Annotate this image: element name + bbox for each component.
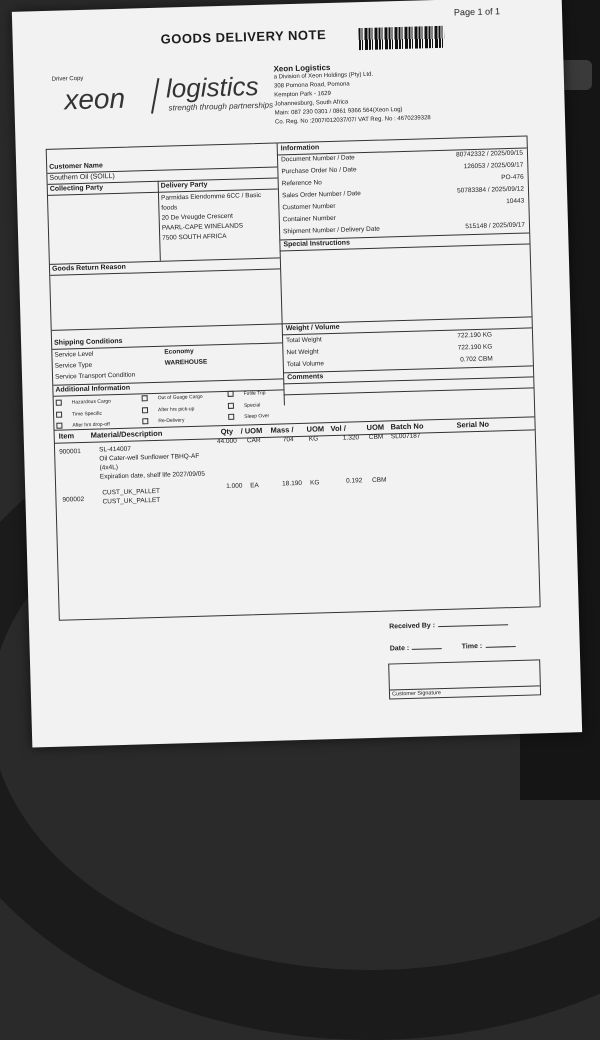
info-row: Sales Order Number / Date 50783384 / 2025/09/12 bbox=[281, 185, 525, 200]
row2-mass-uom: KG bbox=[310, 479, 320, 487]
additional-option[interactable]: Futile Trip bbox=[228, 390, 266, 397]
page-number: Page 1 of 1 bbox=[453, 6, 501, 18]
collecting-party-header: Collecting Party bbox=[49, 184, 104, 193]
row1-batch: SL007187 bbox=[390, 432, 421, 441]
signature-label: Customer Signature bbox=[391, 690, 442, 698]
shipping-row: Service Transport Condition bbox=[54, 371, 136, 381]
additional-option[interactable]: Special bbox=[228, 402, 261, 409]
info-row: Reference No PO-476 bbox=[281, 173, 524, 188]
col-mass: Mass / bbox=[270, 425, 294, 435]
col-material: Material/Description bbox=[90, 428, 163, 440]
document-title: GOODS DELIVERY NOTE bbox=[160, 27, 327, 47]
delivery-party-header: Delivery Party bbox=[160, 181, 208, 190]
col-item: Item bbox=[58, 431, 75, 441]
company-line: Main: 087 230 0301 / 0861 9366 564(Xeon Log) bbox=[274, 106, 403, 117]
row2-qty: 1.000 bbox=[226, 482, 243, 491]
time-label: Time : bbox=[462, 642, 516, 650]
row2-mass: 18.190 bbox=[282, 479, 303, 488]
row1-mass-uom: KG bbox=[308, 435, 319, 443]
delivery-form bbox=[46, 135, 541, 620]
col-vol: Vol / bbox=[330, 423, 346, 434]
company-details bbox=[273, 60, 430, 127]
additional-option[interactable]: After hrs pick-up bbox=[142, 406, 195, 414]
logo-divider bbox=[151, 78, 159, 114]
row2-item: 900002 bbox=[62, 495, 85, 504]
date-label: Date : bbox=[390, 644, 443, 652]
info-row: Purchase Order No / Date 126053 / 2025/09/17 bbox=[281, 161, 524, 176]
divider bbox=[284, 387, 534, 395]
additional-option[interactable]: After hrs drop-off bbox=[56, 421, 110, 429]
row1-vol: 1.320 bbox=[342, 434, 360, 442]
col-serial: Serial No bbox=[456, 419, 490, 430]
info-row: Document Number / Date 80742332 / 2025/09/15 bbox=[280, 149, 524, 164]
row1-uom: CAR bbox=[246, 437, 261, 445]
logo-tagline: strength through partnerships bbox=[168, 100, 274, 113]
row2-vol: 0.192 bbox=[345, 477, 363, 485]
weight-row: Total Volume 0.702 CBM bbox=[286, 355, 493, 369]
logo-text-right: logistics bbox=[165, 70, 259, 104]
address-line: 7500 SOUTH AFRICA bbox=[162, 232, 227, 242]
additional-option[interactable]: Hazardous Cargo bbox=[56, 398, 111, 406]
info-row: Customer Number 10443 bbox=[282, 197, 525, 212]
shipping-row: Service Type WAREHOUSE bbox=[54, 358, 208, 370]
customer-name-value: Southern Oil (SOILL) bbox=[49, 173, 115, 182]
row1-item: 900001 bbox=[59, 448, 81, 456]
additional-option[interactable]: Sleep Over bbox=[228, 413, 269, 420]
signature-box[interactable] bbox=[388, 659, 541, 699]
shipping-conditions-header: Shipping Conditions bbox=[54, 337, 123, 347]
address-line: foods bbox=[161, 204, 178, 212]
received-by-label: Received By : bbox=[389, 620, 508, 630]
shipping-row: Service Level Economy bbox=[54, 347, 194, 359]
divider bbox=[50, 257, 280, 264]
col-uom3: UOM bbox=[366, 422, 385, 433]
row2-material: CUST_UK_PALLET CUST_UK_PALLET bbox=[102, 487, 161, 506]
additional-option[interactable]: Re-Delivery bbox=[142, 417, 184, 425]
information-header: Information bbox=[280, 144, 320, 153]
delivery-note-sheet bbox=[12, 0, 582, 748]
customer-name-header: Customer Name bbox=[49, 162, 103, 171]
checkbox[interactable] bbox=[142, 418, 148, 424]
row1-vol-uom: CBM bbox=[368, 433, 384, 442]
weight-row: Total Weight 722.190 KG bbox=[286, 331, 493, 345]
checkbox[interactable] bbox=[142, 407, 148, 413]
company-line: Kempton Park - 1629 bbox=[274, 90, 332, 99]
checkbox[interactable] bbox=[56, 412, 62, 418]
checkbox[interactable] bbox=[228, 414, 234, 420]
goods-return-reason-header: Goods Return Reason bbox=[51, 263, 127, 273]
company-line: a Division of Xeon Holdings (Pty) Ltd. bbox=[273, 71, 374, 81]
weight-row: Net Weight 722.190 KG bbox=[286, 343, 493, 357]
checkbox[interactable] bbox=[56, 400, 62, 406]
checkbox[interactable] bbox=[142, 395, 148, 401]
row2-vol-uom: CBM bbox=[371, 476, 387, 484]
barcode bbox=[358, 26, 445, 50]
checkbox[interactable] bbox=[228, 391, 234, 397]
weight-volume-header: Weight / Volume bbox=[285, 323, 340, 333]
col-batch: Batch No bbox=[390, 421, 424, 432]
row1-qty: 44.000 bbox=[216, 437, 237, 446]
copy-label: Driver Copy bbox=[51, 75, 84, 83]
row1-mass: 704 bbox=[282, 436, 294, 444]
company-line: 308 Pomona Road, Pomona bbox=[273, 81, 350, 90]
company-line: Johannesburg, South Africa bbox=[274, 99, 349, 108]
address-line: Parmidas Eiendomme 6CC / Basic bbox=[160, 191, 262, 202]
col-qty: Qty bbox=[220, 426, 234, 437]
additional-option[interactable]: Out of Guage Cargo bbox=[142, 394, 203, 402]
address-line: PAARL-CAPE WINELANDS bbox=[161, 222, 244, 232]
additional-option[interactable]: Time Specific bbox=[56, 410, 102, 418]
address-line: 20 De Vreugde Crescent bbox=[161, 212, 234, 222]
info-row: Container Number bbox=[282, 214, 336, 224]
company-logo bbox=[50, 66, 291, 123]
divider bbox=[390, 685, 540, 690]
info-row: Shipment Number / Delivery Date 515148 / 2025/09/17 bbox=[282, 221, 526, 236]
checkbox[interactable] bbox=[56, 423, 62, 429]
col-uom2: UOM bbox=[306, 424, 325, 434]
comments-header: Comments bbox=[287, 373, 324, 382]
delivery-party-address bbox=[161, 191, 262, 244]
additional-information-header: Additional Information bbox=[55, 384, 131, 394]
row2-uom: EA bbox=[250, 482, 259, 490]
checkbox[interactable] bbox=[228, 403, 234, 409]
company-name: Xeon Logistics bbox=[273, 62, 331, 74]
col-uom: / UOM bbox=[240, 425, 263, 436]
row1-material: SL-414007 Oil Cater-well Sunflower TBHQ-AF (4x4L) Expiration date, shelf life 2027/09/05 bbox=[99, 445, 206, 481]
company-line: Co. Reg. No :2007/012037/07/ VAT Reg. No : 4670239328 bbox=[274, 115, 431, 126]
special-instructions-header: Special Instructions bbox=[283, 239, 351, 249]
logo-text-left: xeon bbox=[63, 82, 126, 116]
